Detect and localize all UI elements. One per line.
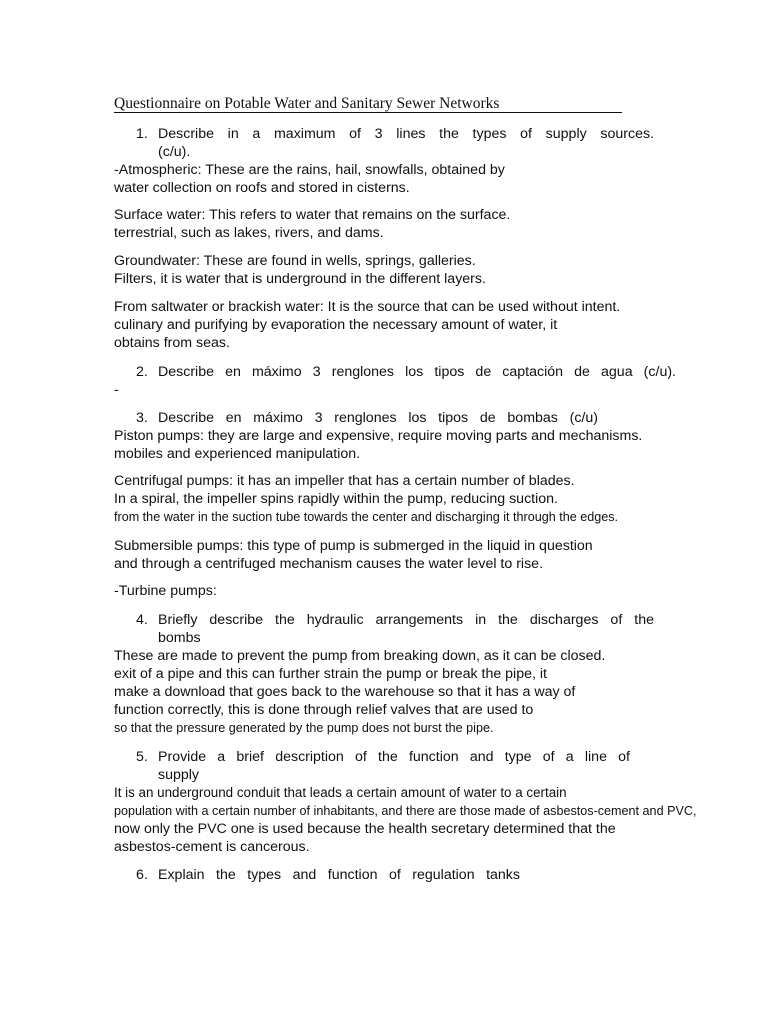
answer-line: obtains from seas. [114,335,230,351]
answer-line: In a spiral, the impeller spins rapidly within the pump, reducing suction. [114,491,558,507]
question-number: 1. [136,126,148,142]
answer-3-submersible [114,537,593,573]
question-number: 5. [136,749,148,765]
answer-3-piston [114,427,642,463]
answer-line: make a download that goes back to the warehouse so that it has a way of [114,684,576,700]
answer-line: mobiles and experienced manipulation. [114,446,361,462]
answer-line: It is an underground conduit that leads a certain amount of water to a certain [114,785,567,800]
answer-line: Groundwater: These are found in wells, springs, galleries. [114,253,476,269]
answer-line: These are made to prevent the pump from breaking down, as it can be closed. [114,648,606,664]
answer-line: Submersible pumps: this type of pump is submerged in the liquid in question [114,538,593,554]
answer-line: so that the pressure generated by the pump does not burst the pipe. [114,721,494,735]
answer-line: Centrifugal pumps: it has an impeller that has a certain number of blades. [114,473,575,489]
question-text-cont: supply [158,767,200,783]
question-text: Explain the types and function of regulation tanks [158,867,520,883]
answer-1-atmospheric [114,161,505,197]
answer-3-centrifugal [114,472,618,526]
answer-1-surface [114,206,510,242]
question-text: Describe en máximo 3 renglones los tipos de captación de agua (c/u). [158,364,676,380]
question-text: Describe en máximo 3 renglones los tipos de bombas (c/u) [158,410,598,426]
answer-line: Piston pumps: they are large and expensive, require moving parts and mechanisms. [114,428,643,444]
question-number: 4. [136,612,148,628]
answer-1-groundwater [114,252,486,288]
answer-3-turbine [114,582,217,600]
answer-line: culinary and purifying by evaporation the necessary amount of water, it [114,317,558,333]
question-number: 3. [136,410,148,426]
answer-line: terrestrial, such as lakes, rivers, and dams. [114,225,384,241]
answer-line: exit of a pipe and this can further strain the pump or break the pipe, it [114,666,547,682]
answer-5 [114,784,696,856]
question-text: Provide a brief description of the function and type of a line of [158,749,630,765]
answer-line: -Turbine pumps: [114,583,217,599]
question-text-cont: (c/u). [158,144,191,160]
question-text: Briefly describe the hydraulic arrangements in the discharges of the [158,612,654,628]
answer-line: and through a centrifuged mechanism causes the water level to rise. [114,556,544,572]
title-underline [114,112,622,113]
answer-line: population with a certain number of inhabitants, and there are those made of asbestos-cement and PVC, [114,804,697,818]
answer-line: -Atmospheric: These are the rains, hail, snowfalls, obtained by [114,162,505,178]
answer-line: Filters, it is water that is underground in the different layers. [114,271,486,287]
answer-4 [114,647,605,737]
answer-line: From saltwater or brackish water: It is the source that can be used without intent. [114,299,621,315]
answer-line: water collection on roofs and stored in cisterns. [114,180,410,196]
question-number: 2. [136,364,148,380]
answer-line: Surface water: This refers to water that remains on the surface. [114,207,511,223]
question-text-cont: bombs [158,630,201,646]
document-title: Questionnaire on Potable Water and Sanitary Sewer Networks [114,95,500,112]
answer-2-placeholder: - [114,382,119,398]
answer-line: function correctly, this is done through relief valves that are used to [114,702,534,718]
answer-1-saltwater [114,298,620,352]
question-number: 6. [136,867,148,883]
answer-line: from the water in the suction tube towards the center and discharging it through the edges. [114,510,619,524]
answer-line: now only the PVC one is used because the health secretary determined that the [114,821,616,837]
question-text: Describe in a maximum of 3 lines the types of supply sources. [158,126,654,142]
answer-line: asbestos-cement is cancerous. [114,839,310,855]
